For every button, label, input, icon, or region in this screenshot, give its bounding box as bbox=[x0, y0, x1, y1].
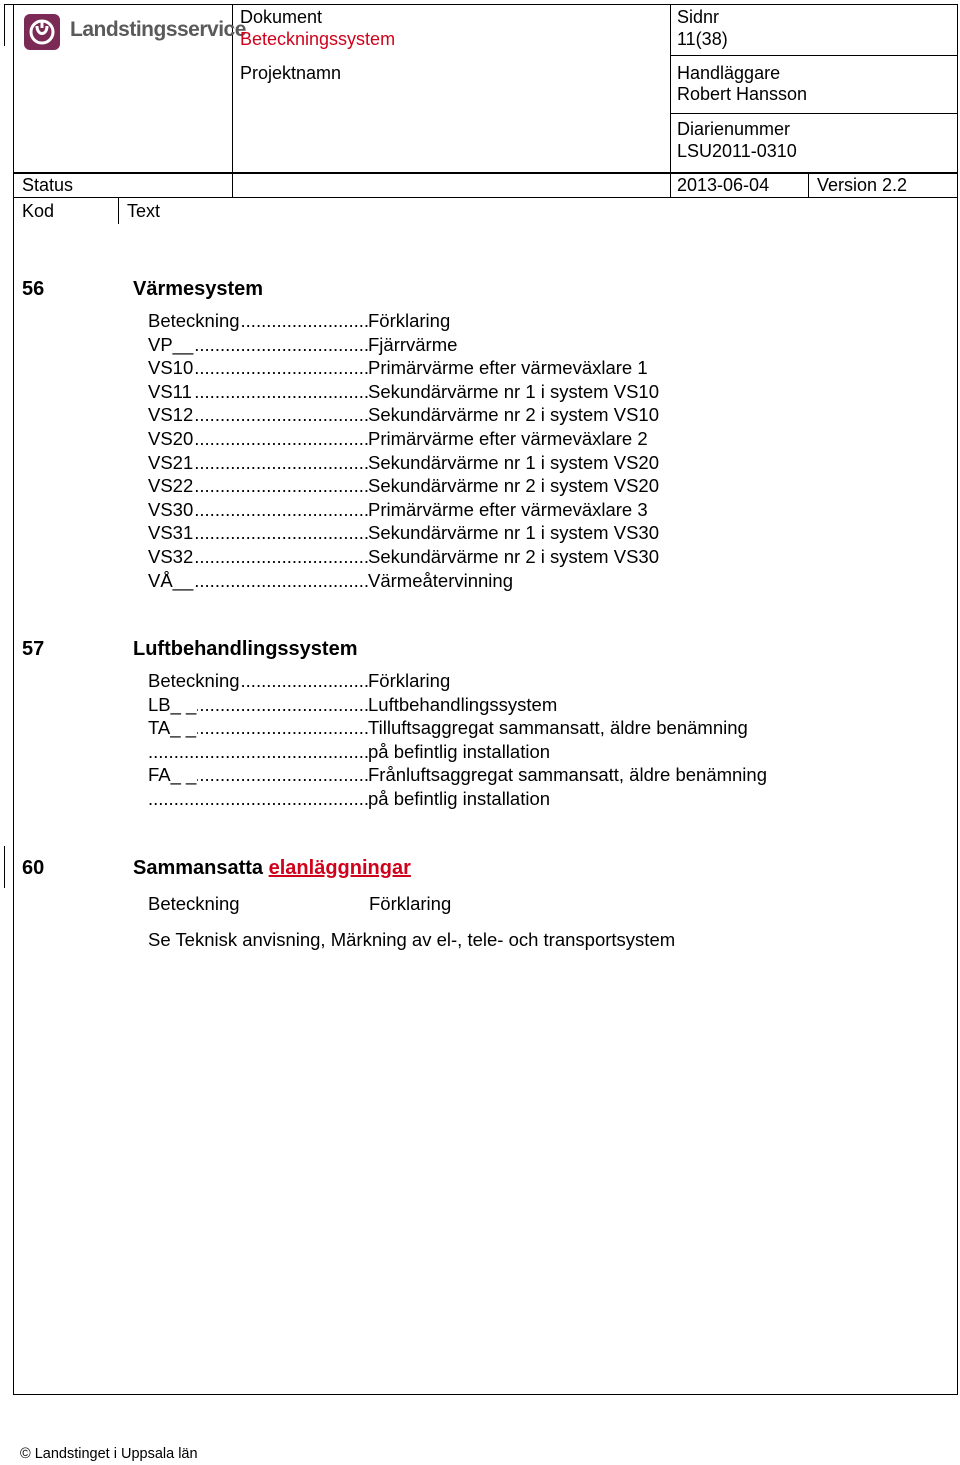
list-item-code bbox=[148, 427, 368, 451]
logo bbox=[22, 10, 246, 54]
list-item-code bbox=[148, 333, 368, 357]
list-item-code-text: VS12 bbox=[148, 404, 194, 426]
section-56-title: Värmesystem bbox=[133, 278, 264, 300]
list-item-code bbox=[148, 380, 368, 404]
list-item-description: Primärvärme efter värmeväxlare 3 bbox=[368, 498, 648, 520]
list-item-description: Sekundärvärme nr 1 i system VS30 bbox=[368, 522, 659, 544]
section-60-title-text: Sammansatta bbox=[133, 857, 264, 879]
status-label: Status bbox=[22, 175, 74, 195]
list-item-code-text: Beteckning bbox=[148, 670, 240, 691]
section-57-list bbox=[148, 669, 767, 811]
list-item-description: Fjärrvärme bbox=[368, 333, 458, 355]
section-56-list bbox=[148, 309, 659, 592]
list-item-code bbox=[148, 693, 368, 717]
sidnr-value: 11(38) bbox=[677, 29, 728, 49]
list-item bbox=[148, 545, 659, 569]
list-item-description: Förklaring bbox=[368, 670, 451, 691]
logo-text: Landstingsservice bbox=[70, 18, 246, 41]
list-item-description: Primärvärme efter värmeväxlare 2 bbox=[368, 427, 648, 449]
list-item bbox=[148, 740, 767, 764]
list-item bbox=[148, 569, 659, 593]
list-item-description: Primärvärme efter värmeväxlare 1 bbox=[368, 357, 648, 379]
list-item-code-text: VS31 bbox=[148, 522, 194, 544]
list-item-description: Sekundärvärme nr 1 i system VS10 bbox=[368, 380, 659, 402]
list-item bbox=[148, 669, 767, 693]
dokument-value-link[interactable]: Beteckningssystem bbox=[240, 29, 396, 49]
list-item-code bbox=[148, 474, 368, 498]
list-item-code bbox=[148, 740, 368, 764]
kod-column-label: Kod bbox=[22, 201, 55, 221]
list-item bbox=[148, 403, 659, 427]
section-57-title: Luftbehandlingssystem bbox=[133, 638, 358, 660]
document-date: 2013-06-04 bbox=[677, 175, 770, 195]
list-item-code-text: VS22 bbox=[148, 475, 194, 497]
list-item-code-text: VS11 bbox=[148, 380, 192, 402]
list-item-description: Luftbehandlingssystem bbox=[368, 693, 558, 715]
handlaggare-label: Handläggare bbox=[677, 63, 781, 83]
section-60-col-beteckning: Beteckning bbox=[148, 893, 240, 914]
diarienummer-label: Diarienummer bbox=[677, 119, 791, 139]
elanlaggningar-link[interactable]: elanläggningar bbox=[268, 857, 411, 879]
list-item-code-text: VS30 bbox=[148, 498, 194, 520]
section-56-number: 56 bbox=[22, 278, 45, 300]
text-column-label: Text bbox=[127, 201, 161, 221]
list-item-description: Sekundärvärme nr 2 i system VS30 bbox=[368, 545, 659, 567]
list-item bbox=[148, 474, 659, 498]
document-version: Version 2.2 bbox=[817, 175, 908, 195]
list-item-code bbox=[148, 763, 368, 787]
list-item-code bbox=[148, 356, 368, 380]
list-item bbox=[148, 716, 767, 740]
projektnamn-label: Projektnamn bbox=[240, 63, 342, 83]
list-item-code-text: VS21 bbox=[148, 451, 194, 473]
list-item-code bbox=[148, 403, 368, 427]
list-item-code-text: VS10 bbox=[148, 357, 194, 379]
footer-text: Landstinget i Uppsala län bbox=[34, 1446, 198, 1462]
list-item-code bbox=[148, 569, 368, 593]
list-item bbox=[148, 693, 767, 717]
list-item bbox=[148, 427, 659, 451]
list-item bbox=[148, 309, 659, 333]
list-item-code-text: Beteckning bbox=[148, 310, 240, 331]
list-item-code bbox=[148, 498, 368, 522]
list-item-description: Tilluftsaggregat sammansatt, äldre benämning bbox=[368, 717, 748, 739]
section-60-number: 60 bbox=[22, 857, 45, 879]
landstingsservice-logo-icon bbox=[22, 10, 66, 54]
list-item-code-text: FA_ _ bbox=[148, 764, 197, 786]
list-item-code-text: TA_ _ bbox=[148, 717, 196, 739]
list-item-code bbox=[148, 545, 368, 569]
sidnr-label: Sidnr bbox=[677, 7, 720, 27]
list-item-code-text: LB_ _ bbox=[148, 693, 197, 715]
list-item bbox=[148, 763, 767, 787]
list-item-description: Sekundärvärme nr 2 i system VS20 bbox=[368, 475, 659, 497]
list-item-code-text: VÅ__ bbox=[148, 569, 194, 591]
section-57-number: 57 bbox=[22, 638, 45, 660]
list-item bbox=[148, 521, 659, 545]
list-item-code bbox=[148, 716, 368, 740]
list-item-code-text: VS32 bbox=[148, 545, 194, 567]
list-item-description: Frånluftsaggregat sammansatt, äldre benämning bbox=[368, 764, 767, 786]
section-60-col-forklaring: Förklaring bbox=[369, 893, 452, 914]
list-item-code-text: VS20 bbox=[148, 427, 194, 449]
list-item-code bbox=[148, 521, 368, 545]
list-item-code-text: VP__ bbox=[148, 333, 194, 355]
footer bbox=[20, 1446, 198, 1462]
list-item-description: på befintlig installation bbox=[368, 740, 551, 762]
list-item bbox=[148, 380, 659, 404]
list-item-description: Sekundärvärme nr 1 i system VS20 bbox=[368, 451, 659, 473]
list-item bbox=[148, 333, 659, 357]
copyright-icon: © bbox=[20, 1446, 31, 1462]
list-item-description: Sekundärvärme nr 2 i system VS10 bbox=[368, 404, 659, 426]
diarienummer-value: LSU2011-0310 bbox=[677, 141, 797, 161]
list-item-description: på befintlig installation bbox=[368, 787, 551, 809]
list-item-code bbox=[148, 787, 368, 811]
list-item bbox=[148, 787, 767, 811]
list-item-description: Värmeåtervinning bbox=[368, 569, 513, 591]
list-item-code bbox=[148, 451, 368, 475]
list-item-code bbox=[148, 309, 368, 333]
list-item bbox=[148, 451, 659, 475]
section-60-note: Se Teknisk anvisning, Märkning av el-, tele- och transportsystem bbox=[148, 929, 676, 950]
list-item bbox=[148, 356, 659, 380]
list-item-description: Förklaring bbox=[368, 310, 451, 331]
list-item bbox=[148, 498, 659, 522]
list-item-code bbox=[148, 669, 368, 693]
handlaggare-value: Robert Hansson bbox=[677, 84, 808, 104]
dokument-label: Dokument bbox=[240, 7, 323, 27]
section-60-title bbox=[133, 857, 411, 880]
